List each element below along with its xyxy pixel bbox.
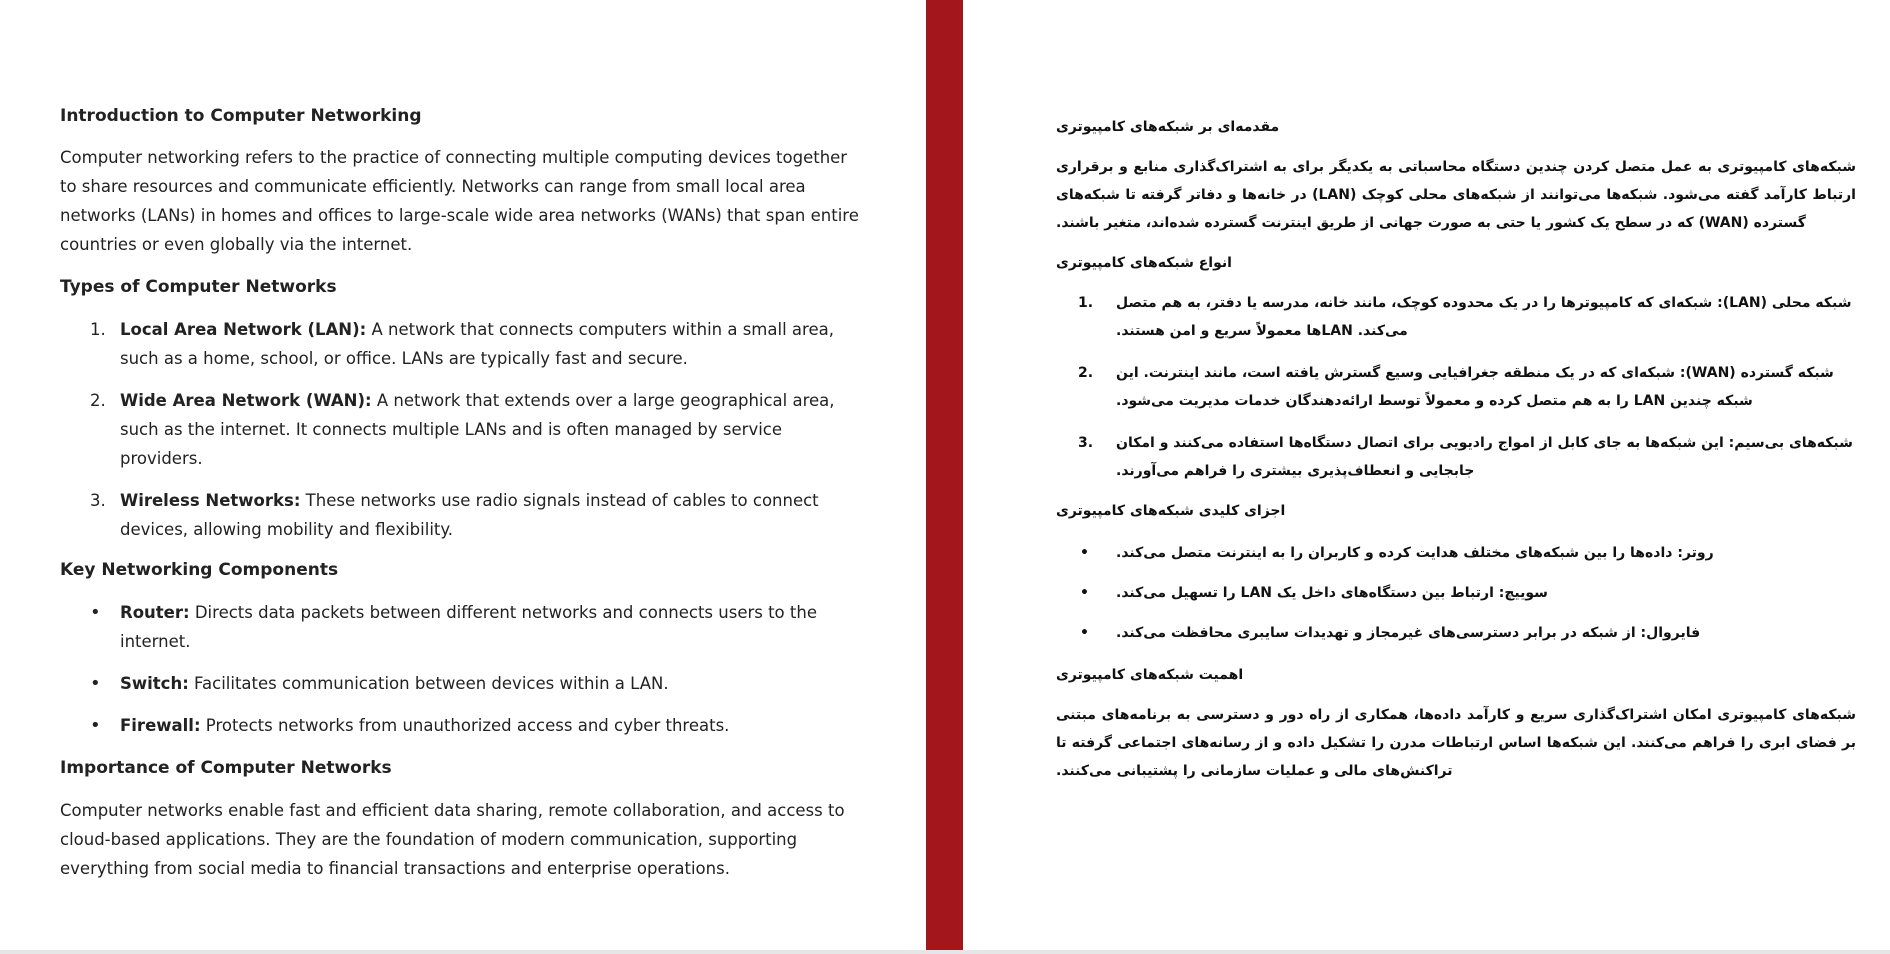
description: Directs data packets between different networks and connects users to the internet. [120, 603, 817, 651]
list-item [60, 386, 860, 473]
intro-heading: Introduction to Computer Networking [60, 106, 422, 126]
list-number: 3. [1078, 435, 1094, 451]
list-item [1056, 619, 1856, 647]
types-heading: Types of Computer Networks [60, 277, 337, 297]
types-heading-fa: انواع شبکه‌های کامپیوتری [1056, 255, 1232, 271]
intro-section-fa [1056, 113, 1856, 237]
components-section [60, 556, 860, 740]
item-text: شبکه‌های بی‌سیم: این شبکه‌ها به جای کابل از امواج رادیویی برای اتصال دستگاه‌ها استفاده می‌کنند و امکان جابجایی و انعطاف‌پذیری بیشتری را فراهم می‌آورند. [1116, 435, 1853, 479]
intro-section [60, 102, 860, 259]
bullet-icon: • [1080, 585, 1089, 601]
description: Protects networks from unauthorized access and cyber threats. [200, 716, 730, 735]
list-item [1056, 359, 1856, 415]
list-item [60, 315, 860, 373]
term: Wide Area Network (WAN): [120, 391, 372, 410]
list-item [60, 669, 860, 698]
importance-text: Computer networks enable fast and efficient data sharing, remote collaboration, and access to cloud-based applications. They are the foundation of modern communication, supporting everything from social media to financial transactions and enterprise operations. [60, 801, 845, 878]
list-item [1056, 579, 1856, 607]
bullet-icon: • [90, 673, 101, 694]
intro-text: Computer networking refers to the practice of connecting multiple computing devices together to share resources and communicate efficiently. Networks can range from small local area networks (LANs) in homes and offices to large-scale wide area networks (WANs) that span entire countries or even globally via the internet. [60, 148, 859, 254]
item-text: شبکه گسترده (WAN): شبکه‌ای که در یک منطقه جغرافیایی وسیع گسترش یافته است، مانند اینترنت. این شبکه چندین LAN را به هم متصل کرده و معمولاً توسط ارائه‌دهندگان خدمات مدیریت می‌شود. [1116, 365, 1834, 409]
persian-page [963, 0, 1890, 954]
importance-heading-fa: اهمیت شبکه‌های کامپیوتری [1056, 667, 1244, 683]
intro-heading-fa: مقدمه‌ای بر شبکه‌های کامپیوتری [1056, 119, 1280, 135]
bottom-edge [0, 950, 1890, 954]
components-heading-fa: اجزای کلیدی شبکه‌های کامپیوتری [1056, 503, 1286, 519]
bullet-icon: • [1080, 545, 1089, 561]
description: A network that connects computers within a small area, such as a home, school, or office. LANs are typically fast and secure. [120, 320, 834, 368]
list-number: 3. [90, 491, 106, 510]
importance-text-fa: شبکه‌های کامپیوتری امکان اشتراک‌گذاری سریع و کارآمد داده‌ها، همکاری از راه دور و دسترسی به برنامه‌های مبتنی بر فضای ابری را فراهم می‌کنند. این شبکه‌ها اساس ارتباطات مدرن را تشکیل داده و از رسانه‌های اجتماعی گرفته تا تراکنش‌های مالی و عملیات سازمانی را پشتیبانی می‌کنند. [1056, 707, 1856, 779]
description: These networks use radio signals instead of cables to connect devices, allowing mobility and flexibility. [120, 491, 819, 539]
intro-text-fa: شبکه‌های کامپیوتری به عمل متصل کردن چندین دستگاه محاسباتی به یکدیگر برای به اشتراک‌گذاری منابع و برقراری ارتباط کارآمد گفته می‌شود. شبکه‌ها می‌توانند از شبکه‌های محلی کوچک (LAN) در خانه‌ها و دفاتر گرفته تا شبکه‌های گسترده (WAN) که در سطح یک کشور یا حتی به صورت جهانی از طریق اینترنت گسترده شده‌اند، متغیر باشند. [1056, 159, 1856, 231]
bullet-icon: • [90, 602, 101, 623]
list-item [1056, 289, 1856, 345]
term: Wireless Networks: [120, 491, 301, 510]
english-page [0, 0, 926, 954]
item-text: سوییچ: ارتباط بین دستگاه‌های داخل یک LAN را تسهیل می‌کند. [1116, 585, 1548, 601]
term: Switch: [120, 674, 189, 693]
importance-section [60, 754, 860, 883]
components-heading: Key Networking Components [60, 560, 339, 580]
bullet-icon: • [1080, 625, 1089, 641]
list-item [1056, 429, 1856, 485]
types-section [60, 273, 860, 544]
list-number: 1. [1078, 295, 1094, 311]
item-text: شبکه محلی (LAN): شبکه‌ای که کامپیوترها را در یک محدوده کوچک، مانند خانه، مدرسه یا دفتر، به هم متصل می‌کند. LANها معمولاً سریع و امن هستند. [1116, 295, 1852, 339]
list-number: 1. [90, 320, 106, 339]
importance-heading: Importance of Computer Networks [60, 758, 392, 778]
description: A network that extends over a large geographical area, such as the internet. It connects multiple LANs and is often managed by service providers. [120, 391, 835, 468]
list-item [60, 711, 860, 740]
list-number: 2. [90, 391, 106, 410]
list-item [60, 598, 860, 656]
page-divider [926, 0, 963, 954]
importance-section-fa [1056, 661, 1856, 785]
bullet-icon: • [90, 715, 101, 736]
list-item [1056, 539, 1856, 567]
list-item [60, 486, 860, 544]
item-text: فایروال: از شبکه در برابر دسترسی‌های غیرمجاز و تهدیدات سایبری محافظت می‌کند. [1116, 625, 1701, 641]
components-section-fa [1056, 497, 1856, 647]
item-text: روتر: داده‌ها را بین شبکه‌های مختلف هدایت کرده و کاربران را به اینترنت متصل می‌کند. [1116, 545, 1714, 561]
types-section-fa [1056, 249, 1856, 485]
term: Firewall: [120, 716, 201, 735]
description: Facilitates communication between devices within a LAN. [188, 674, 669, 693]
list-number: 2. [1078, 365, 1094, 381]
term: Router: [120, 603, 190, 622]
term: Local Area Network (LAN): [120, 320, 367, 339]
